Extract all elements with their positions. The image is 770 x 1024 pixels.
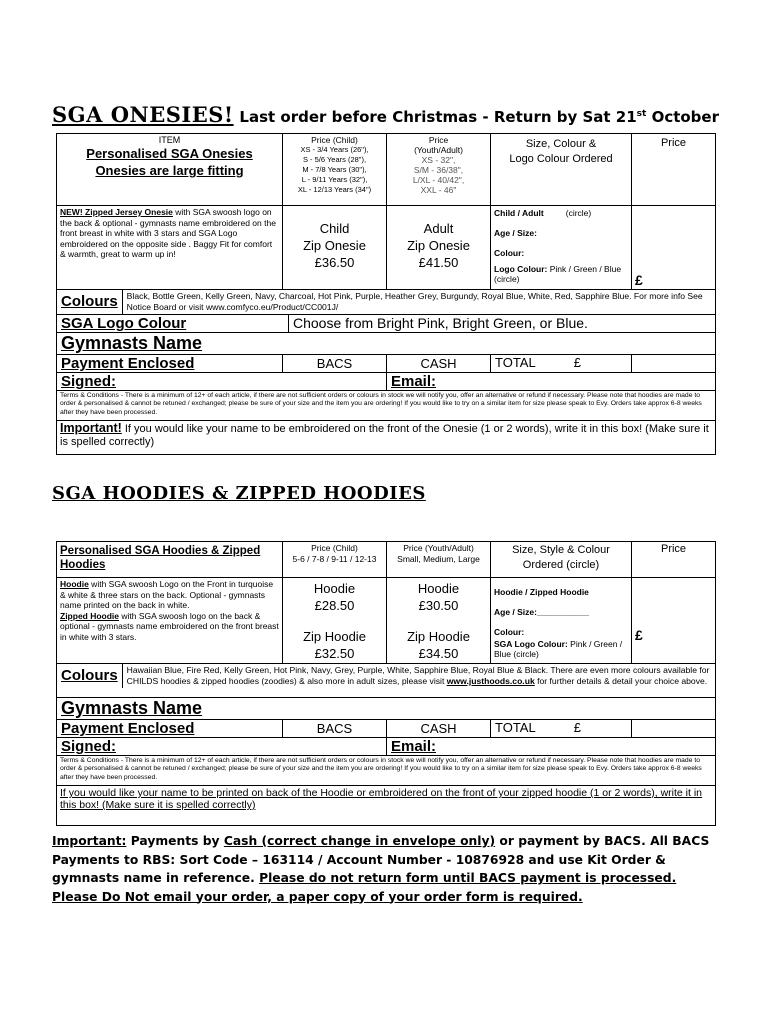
price-child-label: Price (Child) [311, 135, 358, 145]
logo-colour-choice: Choose from Bright Pink, Bright Green, or Blue. [293, 315, 588, 331]
hoodie-price-header: Price [632, 542, 716, 578]
total-pound: £ [573, 355, 581, 370]
logo-colour-row [57, 315, 716, 333]
footer-text1: Payments by [126, 834, 224, 848]
child-hoodie-price: £28.50 [314, 598, 355, 613]
size-header-line2: Logo Colour Ordered [509, 153, 613, 165]
child-zip-label: Zip Onesie [303, 238, 366, 253]
hoodie-colour-field[interactable]: Colour: [494, 627, 525, 637]
child-price: £36.50 [314, 255, 355, 270]
onesie-order-fields[interactable] [491, 206, 632, 290]
onesies-item-title: Personalised SGA Onesies [86, 146, 253, 161]
onesie-colours-row [57, 290, 716, 315]
hoodie-email-field[interactable]: Email: [387, 738, 716, 756]
onesies-title: SGA ONESIES! [52, 102, 234, 127]
hoodie-label: Hoodie [60, 579, 89, 589]
hoodie-cash-option[interactable]: CASH [387, 720, 491, 738]
footer-cash-note: Cash (correct change in envelope only) [223, 834, 496, 848]
subtitle-sup: st [636, 109, 647, 119]
onesie-description [57, 206, 283, 290]
hoodie-total-blank[interactable] [632, 720, 716, 738]
hoodie-gymnast-name-field[interactable] [57, 698, 716, 720]
adult-onesie-price-cell [387, 206, 491, 290]
cash-option[interactable]: CASH [387, 355, 491, 373]
onesies-subtitle [239, 108, 719, 126]
size-header-line1: Size, Colour & [525, 138, 597, 150]
total-label: TOTAL [495, 355, 536, 370]
hoodie-name-box[interactable]: If you would like your name to be printed on back of the Hoodie or embroidered on the front of your zipped hoodie (1 or 2 words), write it in this box! (Make sure it is spelled correctly) [57, 786, 716, 826]
size-colour-header [491, 134, 632, 206]
hoodies-item-title: Personalised SGA Hoodies & Zipped Hoodies [57, 542, 283, 578]
hoodie-colours-label: Colours [61, 667, 118, 684]
zipped-hoodie-desc-text: with SGA swoosh logo on the back & optional - gymnasts name embroidered on the front breast in white with 3 stars. [60, 610, 279, 642]
hoodies-order-table [56, 541, 716, 826]
hoodie-price-child-label: Price (Child) [311, 543, 358, 553]
gymnast-name-label: Gymnasts Name [61, 333, 203, 353]
hoodie-price-child-header [283, 542, 387, 578]
price-adult-label: Price [428, 135, 449, 145]
onesies-order-table [56, 133, 716, 455]
hoodie-price-youth-label: Price (Youth/Adult) [403, 543, 474, 553]
hoodie-description [57, 578, 283, 664]
hoodie-logo-colour-options[interactable]: Pink / Green / Blue (circle) [494, 639, 623, 659]
price-child-header [283, 134, 387, 206]
child-hoodie-label: Hoodie [313, 581, 356, 596]
adult-label: Adult [423, 221, 454, 236]
subtitle-month: October [646, 108, 719, 126]
youth-hoodie-price: £30.50 [418, 598, 459, 613]
onesies-heading [52, 102, 719, 128]
child-zip-hoodie-label: Zip Hoodie [303, 629, 366, 644]
footer-text2: or payment by BACS. All BACS Payments to RBS: Sort Code – 163114 / Account Number - 10876928 and use Kit Order & gymnasts name in reference. [52, 834, 710, 885]
gymnast-name-field[interactable] [57, 333, 716, 355]
hoodie-total-label: TOTAL [495, 720, 536, 735]
price-adult-header [387, 134, 491, 206]
onesie-terms: Terms & Conditions - There is a minimum of 12+ of each article, if there are not sufficient orders or colours in stock we will notify you, offer an alternative or refund if necessary. Please note that hoodies are made to order & personalised & cannot be retuned / exchanged; please be sure of your size and the item you are ordering! If you would like to try on a similar item for size please speak to Evy. Orders take approx 6-8 weeks after they have been processed. [57, 391, 716, 421]
total-field[interactable] [491, 355, 632, 373]
hoodie-colours-row [57, 664, 716, 698]
child-size: M - 7/8 Years (30"), [302, 165, 367, 174]
adult-size: XS - 32", [421, 155, 456, 165]
onesies-item-note: Onesies are large fitting [95, 163, 244, 178]
age-size-field[interactable]: Age / Size: [494, 228, 537, 238]
child-hoodie-price-cell [283, 578, 387, 664]
adult-size: S/M - 36/38", [413, 165, 464, 175]
child-onesie-price-cell [283, 206, 387, 290]
logo-colour-options[interactable]: Pink / Green / Blue (circle) [494, 264, 622, 284]
item-label: ITEM [158, 135, 181, 145]
adult-zip-label: Zip Onesie [407, 238, 470, 253]
total-blank[interactable] [632, 355, 716, 373]
hoodie-size-header-line1: Size, Style & Colour [512, 544, 610, 556]
youth-zip-hoodie-price: £34.50 [418, 646, 459, 661]
child-size: XS - 3/4 Years (26"), [300, 145, 369, 154]
hoodie-order-fields[interactable] [491, 578, 632, 664]
hoodie-total-field[interactable] [491, 720, 632, 738]
onesie-embroidery-name-box[interactable] [57, 421, 716, 455]
youth-hoodie-label: Hoodie [417, 581, 460, 596]
hoodie-gymnast-name-label: Gymnasts Name [61, 698, 203, 718]
hoodie-signed-field[interactable]: Signed: [57, 738, 387, 756]
child-size: S - 5/6 Years (28"), [302, 155, 367, 164]
adult-size: XXL - 46" [420, 185, 457, 195]
zipped-hoodie-label: Zipped Hoodie [60, 610, 120, 621]
signed-field[interactable]: Signed: [57, 373, 387, 391]
hoodie-terms: Terms & Conditions - There is a minimum of 12+ of each article, if there are not sufficient orders or colours in stock we will notify you, offer an alternative or refund if necessary. Please note that hoodies are made to order & personalised & cannot be retuned / exchanged; please be sure of your size and the item you are ordering! If you would like to try on a similar item for size please speak to Evy. Orders take approx 6-8 weeks after they have been processed. [57, 756, 716, 786]
payment-enclosed-label: Payment Enclosed [57, 355, 283, 373]
hoodie-colours-text: Hawaiian Blue, Fire Red, Kelly Green, Hot Pink, Navy, Grey, Purple, White, Sapphire Blue, Royal Blue & Black. There are even more colours available for CHILDS hoodies & zipped hoodies (zoodies) & also more in adult sizes, please visit [126, 665, 710, 686]
hoodie-logo-colour-label: SGA Logo Colour: [494, 639, 568, 649]
child-size: XL - 12/13 Years (34") [297, 185, 372, 194]
bacs-option[interactable]: BACS [283, 355, 387, 373]
hoodie-age-size-field[interactable]: Age / Size:___________ [494, 607, 589, 617]
hoodie-size-header-line2: Ordered (circle) [522, 559, 600, 571]
adult-size: L/XL - 40/42", [412, 175, 465, 185]
footer-notice: Please do not return form until BACS payment is processed. Please Do Not email your order, a paper copy of your order form is required. [52, 871, 677, 904]
hoodie-price-field[interactable] [632, 578, 716, 664]
hoodie-colours-text-end: for further details & detail your choice above. [534, 676, 708, 686]
sga-logo-colour-label: SGA Logo Colour [57, 315, 289, 332]
hoodie-pound-sign: £ [635, 627, 643, 643]
hoodie-size-header [491, 542, 632, 578]
adult-price: £41.50 [418, 255, 459, 270]
child-zip-hoodie-price: £32.50 [314, 646, 355, 661]
hoodie-youth-sizes: Small, Medium, Large [397, 554, 480, 564]
hoodie-total-pound: £ [573, 720, 581, 735]
child-adult-choice[interactable]: Child / Adult [494, 208, 544, 218]
hoodie-style-choice[interactable]: Hoodie / Zipped Hoodie [494, 587, 589, 597]
pound-sign: £ [635, 272, 643, 288]
payment-notice [52, 832, 712, 906]
colours-label: Colours [57, 290, 123, 314]
hoodie-price-youth-header [387, 542, 491, 578]
colours-list: Black, Bottle Green, Kelly Green, Navy, Charcoal, Hot Pink, Purple, Heather Grey, Burgundy, Royal Blue, White, Red, Sapphire Blue. For more info See Notice Board or visit www.comfyco.eu/Product/CC001J/ [126, 291, 703, 312]
item-header-cell [57, 134, 283, 206]
hoodie-payment-enclosed-label: Payment Enclosed [57, 720, 283, 738]
youth-hoodie-price-cell [387, 578, 491, 664]
hoodie-colours-list [122, 664, 715, 688]
child-label: Child [319, 221, 350, 236]
logo-colour-label: Logo Colour: [494, 264, 548, 274]
justhoods-link[interactable]: www.justhoods.co.uk [446, 676, 535, 686]
child-size: L - 9/11 Years (32"), [301, 175, 368, 184]
youth-zip-hoodie-label: Zip Hoodie [407, 629, 470, 644]
hoodie-desc-text: with SGA swoosh Logo on the Front in turquoise & white & three stars on the back. Optional - gymnasts name printed on the back in white. [60, 579, 274, 611]
price-adult-label2: (Youth/Adult) [414, 145, 463, 155]
onesie-desc-text: with SGA swoosh logo on the back & optional - gymnasts name embroidered on the front breast in white with 3 stars and SGA Logo embroidered on the opposite side . Baggy Fit for comfort & warmth, great to warm up in! [60, 207, 276, 260]
important-text: If you would like your name to be embroidered on the front of the Onesie (1 or 2 words), write it in this box! (Make sure it is spelled correctly) [60, 423, 709, 448]
hoodie-bacs-option[interactable]: BACS [283, 720, 387, 738]
subtitle-text: Last order before Christmas - Return by Sat 21 [239, 108, 637, 126]
important-label: Important! [60, 421, 122, 435]
circle-note: (circle) [565, 208, 592, 218]
colour-field[interactable]: Colour: [494, 248, 525, 258]
footer-important-label: Important: [52, 834, 127, 848]
email-field[interactable]: Email: [387, 373, 716, 391]
hoodies-heading: SGA HOODIES & ZIPPED HOODIES [52, 483, 426, 504]
onesie-price-field[interactable] [632, 206, 716, 290]
price-header: Price [632, 134, 716, 206]
hoodie-child-sizes: 5-6 / 7-8 / 9-11 / 12-13 [292, 554, 377, 564]
new-onesie-label: NEW! Zipped Jersey Onesie [60, 207, 173, 217]
